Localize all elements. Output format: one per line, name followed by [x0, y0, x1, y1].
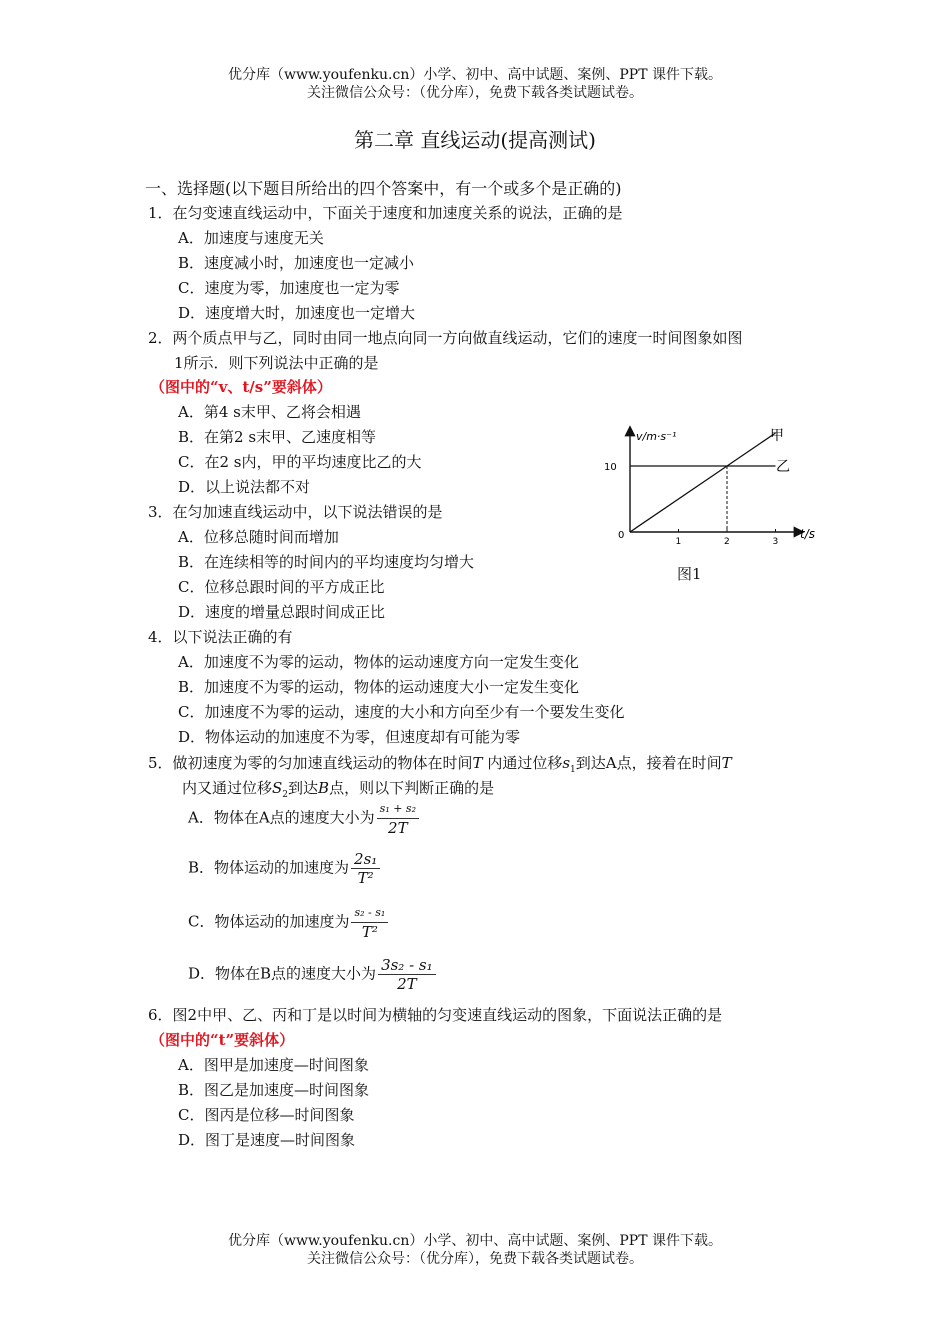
origin-label: 0: [618, 530, 625, 541]
question-5-option-c: C．物体运动的加速度为 $\frac{\text{s₂ - s₁}}{\text{T²}}$: [188, 904, 388, 941]
page-title: 第二章 直线运动(提高测试): [354, 128, 596, 152]
question-3-stem: 3．在匀加速直线运动中，以下说法错误的是: [148, 503, 443, 521]
question-1-option-a: A．加速度与速度无关: [178, 229, 324, 247]
question-2-option-c: C．在2 s内，甲的平均速度比乙的大: [178, 453, 422, 471]
x-tick-label-3: 3: [772, 537, 779, 547]
question-3-option-b: B．在连续相等的时间内的平均速度均匀增大: [178, 553, 475, 571]
question-6-option-c: C．图丙是位移—时间图象: [178, 1106, 355, 1124]
question-2-option-d: D．以上说法都不对: [178, 478, 311, 496]
question-2-note: （图中的“v、t/s”要斜体）: [150, 378, 332, 396]
question-1-stem: 1．在匀变速直线运动中，下面关于速度和加速度关系的说法，正确的是: [148, 204, 623, 222]
question-6-option-a: A．图甲是加速度—时间图象: [178, 1056, 369, 1074]
series-label-jia: 甲: [770, 428, 784, 444]
question-4-option-c: C．加速度不为零的运动，速度的大小和方向至少有一个要发生变化: [178, 703, 625, 721]
figure-1-chart: [590, 420, 830, 555]
question-5-option-b: B．物体运动的加速度为 $\frac{\text{2s₁}}{\text{T²}}$: [188, 850, 380, 887]
question-6-stem: 6．图2中甲、乙、丙和丁是以时间为横轴的匀变速直线运动的图象，下面说法正确的是: [148, 1006, 723, 1024]
question-4-option-a: A．加速度不为零的运动，物体的运动速度方向一定发生变化: [178, 653, 579, 671]
fraction-a: $\frac{\text{s₁ + s₂}}{2T}$: [377, 800, 419, 837]
question-1-option-b: B．速度减小时，加速度也一定减小: [178, 254, 415, 272]
header-line-2: 关注微信公众号：（优分库），免费下载各类试题试卷。: [307, 85, 643, 101]
footer-line-1: 优分库（www.youfenku.cn）小学、初中、高中试题、案例、PPT 课件下载。: [227, 1233, 722, 1249]
figure-1-caption: 图1: [677, 565, 702, 583]
x-tick-label-2: 2: [724, 537, 730, 547]
question-5-stem-line-2: 内又通过位移$S_2$到达B点，则以下判断正确的是: [182, 779, 495, 800]
question-3-option-c: C．位移总跟时间的平方成正比: [178, 578, 385, 596]
x-tick-label-1: 1: [675, 537, 682, 547]
question-6-option-b: B．图乙是加速度—时间图象: [178, 1081, 370, 1099]
question-1-option-d: D．速度增大时，加速度也一定增大: [178, 304, 416, 322]
fraction-c: $\frac{\text{s₂ - s₁}}{\text{T²}}$: [351, 904, 388, 941]
question-6-option-d: D．图丁是速度—时间图象: [178, 1131, 356, 1149]
series-line-jia: [630, 433, 776, 532]
header-line-1: 优分库（www.youfenku.cn）小学、初中、高中试题、案例、PPT 课件下载。: [227, 67, 722, 83]
footer-line-2: 关注微信公众号：（优分库），免费下载各类试题试卷。: [307, 1251, 643, 1267]
series-label-yi: 乙: [776, 459, 790, 475]
y-tick-label-10: 10: [604, 462, 617, 473]
fraction-d: $\frac{\text{3s₂ - s₁}}{2T}$: [378, 956, 436, 993]
question-4-option-d: D．物体运动的加速度不为零，但速度却有可能为零: [178, 728, 521, 746]
question-2-option-b: B．在第2 s末甲、乙速度相等: [178, 428, 377, 446]
y-axis-label: v/m·s⁻¹: [636, 430, 677, 443]
question-2-stem-line-2: 1所示．则下列说法中正确的是: [174, 354, 379, 372]
question-5-stem-line-1: 5．做初速度为零的匀加速直线运动的物体在时间T 内通过位移$s_1$到达A点，接着在时间T: [148, 754, 732, 775]
question-5-option-d: D．物体在B点的速度大小为 $\frac{\text{3s₂ - s₁}}{2T}$: [188, 956, 436, 993]
question-3-option-d: D．速度的增量总跟时间成正比: [178, 603, 386, 621]
question-3-option-a: A．位移总随时间而增加: [178, 528, 339, 546]
x-axis-label: t/s: [800, 527, 815, 541]
question-4-option-b: B．加速度不为零的运动，物体的运动速度大小一定发生变化: [178, 678, 580, 696]
section-heading: 一、选择题(以下题目所给出的四个答案中，有一个或多个是正确的): [145, 179, 622, 198]
fraction-b: $\frac{\text{2s₁}}{\text{T²}}$: [351, 850, 380, 887]
question-2-stem-line-1: 2．两个质点甲与乙，同时由同一地点向同一方向做直线运动，它们的速度一时间图象如图: [148, 329, 743, 347]
question-6-note: （图中的“t”要斜体）: [150, 1031, 295, 1049]
question-5-option-a: A．物体在A点的速度大小为 $\frac{\text{s₁ + s₂}}{2T}$: [188, 800, 419, 837]
question-1-option-c: C．速度为零，加速度也一定为零: [178, 279, 400, 297]
question-2-option-a: A．第4 s末甲、乙将会相遇: [178, 403, 361, 421]
question-4-stem: 4．以下说法正确的有: [148, 628, 293, 646]
